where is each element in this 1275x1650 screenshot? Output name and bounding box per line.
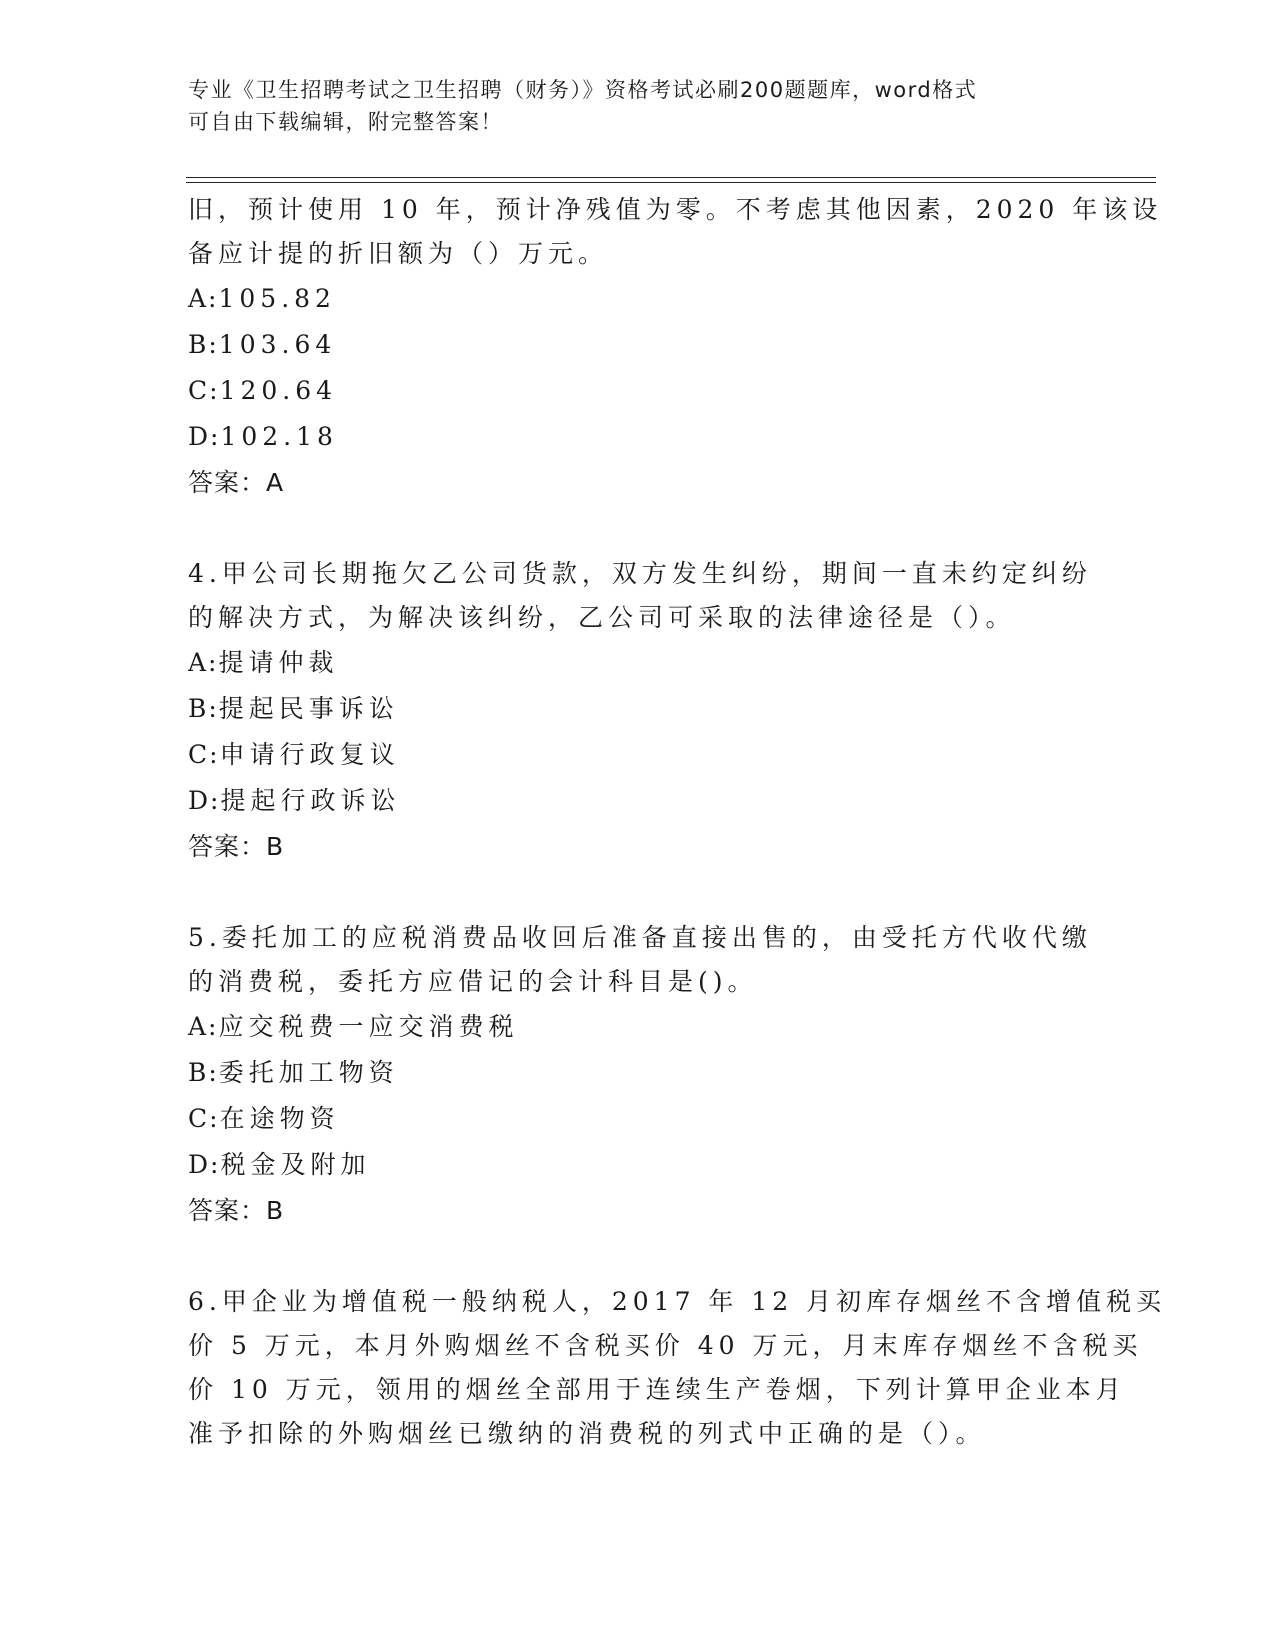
option-text: 102.18 xyxy=(220,422,338,451)
question-text-line: 旧，预计使用 10 年，预计净残值为零。不考虑其他因素，2020 年该设 xyxy=(188,195,1163,224)
option-text: 在途物资 xyxy=(219,1104,340,1133)
answer-line: 答案：A xyxy=(188,468,285,497)
header-line-2: 可自由下载编辑，附完整答案！ xyxy=(188,110,503,134)
question-text-line: 的解决方式，为解决该纠纷，乙公司可采取的法律途径是（）。 xyxy=(188,603,1016,632)
header-line-1: 专业《卫生招聘考试之卫生招聘（财务）》资格考试必刷200题题库，word格式 xyxy=(188,78,978,102)
option-a xyxy=(188,276,1088,322)
question-5 xyxy=(188,916,1092,1234)
question-text-line: 5.委托加工的应税消费品收回后准备直接出售的，由受托方代收代缴 xyxy=(188,923,1092,952)
question-6 xyxy=(188,1280,1167,1456)
option-text: 提起行政诉讼 xyxy=(220,786,401,815)
option-letter: C: xyxy=(188,376,220,405)
question-text-line: 价 10 万元，领用的烟丝全部用于连续生产卷烟，下列计算甲企业本月 xyxy=(188,1375,1126,1404)
option-b xyxy=(188,1050,1088,1096)
option-text: 103.64 xyxy=(218,330,337,359)
option-letter: C: xyxy=(188,740,220,769)
answer-line: 答案：B xyxy=(188,832,285,861)
question-content xyxy=(188,188,1167,1456)
option-d xyxy=(188,778,1088,824)
question-text-line: 备应计提的折旧额为（）万元。 xyxy=(188,239,609,268)
option-a xyxy=(188,1004,1088,1050)
page-header xyxy=(188,74,1068,138)
option-letter: A: xyxy=(188,648,219,677)
option-c xyxy=(188,732,1088,778)
question-text-line: 准予扣除的外购烟丝已缴纳的消费税的列式中正确的是（）。 xyxy=(188,1419,986,1448)
option-b xyxy=(188,686,1088,732)
question-text-line: 4.甲公司长期拖欠乙公司货款，双方发生纠纷，期间一直未约定纠纷 xyxy=(188,559,1092,588)
question-text-line: 6.甲企业为增值税一般纳税人，2017 年 12 月初库存烟丝不含增值税买 xyxy=(188,1287,1167,1316)
option-text: 委托加工物资 xyxy=(218,1058,399,1087)
answer-line: 答案：B xyxy=(188,1196,285,1225)
option-letter: A: xyxy=(188,1012,219,1041)
option-letter: A: xyxy=(188,284,219,313)
question-text-line: 价 5 万元，本月外购烟丝不含税买价 40 万元，月末库存烟丝不含税买 xyxy=(188,1331,1143,1360)
option-text: 提请仲裁 xyxy=(218,648,339,677)
option-text: 应交税费一应交消费税 xyxy=(218,1012,519,1041)
option-letter: D: xyxy=(188,1150,221,1179)
option-c xyxy=(188,1096,1088,1142)
option-b xyxy=(188,322,1088,368)
option-letter: C: xyxy=(188,1104,220,1133)
option-text: 105.82 xyxy=(218,284,336,313)
option-a xyxy=(188,640,1088,686)
option-text: 提起民事诉讼 xyxy=(218,694,399,723)
header-divider-bottom xyxy=(186,182,1156,183)
option-d xyxy=(188,1142,1088,1188)
option-letter: D: xyxy=(188,422,221,451)
option-text: 税金及附加 xyxy=(220,1150,371,1179)
question-3 xyxy=(188,188,1163,506)
header-divider-top xyxy=(186,177,1156,178)
option-letter: D: xyxy=(188,786,221,815)
option-text: 120.64 xyxy=(219,376,338,405)
question-text-line: 的消费税，委托方应借记的会计科目是()。 xyxy=(188,967,758,996)
option-d xyxy=(188,414,1088,460)
option-letter: B: xyxy=(188,1058,219,1087)
option-letter: B: xyxy=(188,330,219,359)
question-4 xyxy=(188,552,1092,870)
option-c xyxy=(188,368,1088,414)
option-letter: B: xyxy=(188,694,219,723)
option-text: 申请行政复议 xyxy=(219,740,400,769)
